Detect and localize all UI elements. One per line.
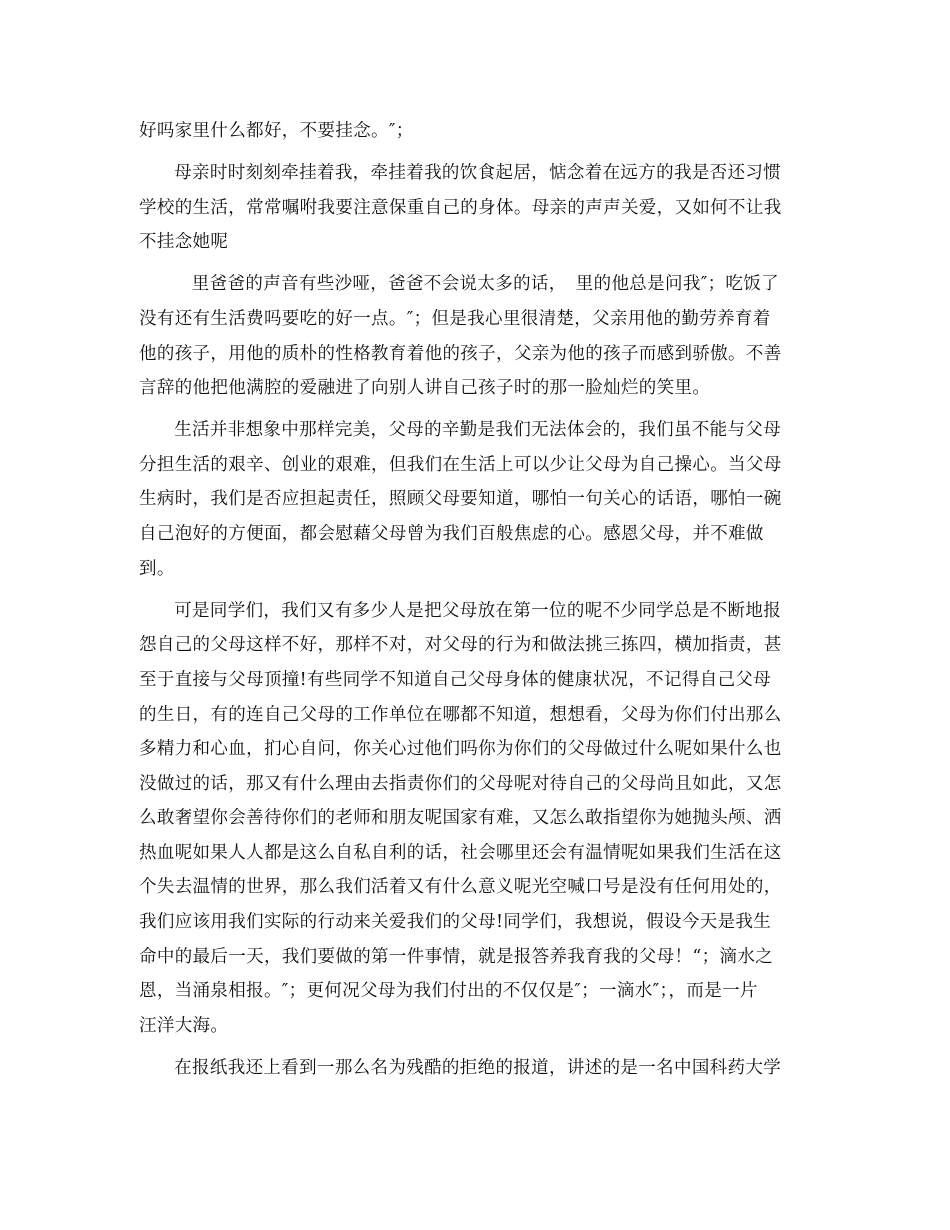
text-line: 命中的最后一天，我们要做的第一件事情，就是报答养我育我的父母！“；滴水之 — [139, 946, 774, 967]
text-line: 自己泡好的方便面，都会慰藉父母曾为我们百般焦虑的心。感恩父母，并不难做 — [139, 524, 764, 545]
body-text — [139, 114, 814, 1086]
text-line: 不挂念她呢 — [139, 232, 229, 253]
text-line: 里爸爸的声音有些沙哑，爸爸不会说太多的话， 里的他总是问我″；吃饭了 — [191, 274, 779, 295]
text-line: 怨自己的父母这样不好，那样不对，对父母的行为和做法挑三拣四，横加指责，甚 — [139, 635, 782, 656]
text-line: 言辞的他把他满腔的爱融进了向别人讲自己孩子时的那一脸灿烂的笑里。 — [139, 378, 711, 399]
text-line: 恩，当涌泉相报。″；更何况父母为我们付出的不仅仅是″；一滴水″；，而是一片 — [139, 981, 758, 1002]
text-line: 多精力和心血，扪心自问，你关心过他们吗你为你们的父母做过什么呢如果什么也 — [139, 739, 782, 760]
text-line: 没做过的话，那又有什么理由去指责你们的父母呢对待自己的父母尚且如此，又怎 — [139, 773, 782, 794]
text-line: 到。 — [139, 558, 175, 579]
text-line: 好吗家里什么都好，不要挂念。″； — [139, 121, 414, 141]
text-line: 个失去温情的世界，那么我们活着又有什么意义呢光空喊口号是没有任何用处的， — [139, 877, 782, 898]
text-line: 生活并非想象中那样完美，父母的辛勤是我们无法体会的，我们虽不能与父母 — [174, 420, 782, 441]
text-line: 我们应该用我们实际的行动来关爱我们的父母!同学们，我想说，假设今天是我生 — [139, 912, 772, 933]
text-line: 分担生活的艰辛、创业的艰难，但我们在生活上可以少让父母为自己操心。当父母 — [139, 454, 782, 475]
text-line: 学校的生活，常常嘱咐我要注意保重自己的身体。母亲的声声关爱，又如何不让我 — [139, 197, 782, 218]
text-line: 他的孩子，用他的质朴的性格教育着他的孩子，父亲为他的孩子而感到骄傲。不善 — [139, 343, 782, 364]
text-line: 热血呢如果人人都是这么自私自利的话，社会哪里还会有温情呢如果我们生活在这 — [139, 842, 782, 863]
text-line: 母亲时时刻刻牵挂着我，牵挂着我的饮食起居，惦念着在远方的我是否还习惯 — [174, 163, 782, 184]
text-line: 可是同学们，我们又有多少人是把父母放在第一位的呢不少同学总是不断地报 — [174, 600, 782, 621]
text-line: 么敢奢望你会善待你们的老师和朋友呢国家有难，又怎么敢指望你为她抛头颅、洒 — [139, 808, 782, 829]
text-line: 在报纸我还上看到一那么名为残酷的拒绝的报道，讲述的是一名中国科药大学 — [174, 1057, 782, 1078]
text-line: 汪洋大海。 — [139, 1015, 229, 1036]
text-line: 生病时，我们是否应担起责任，照顾父母要知道，哪怕一句关心的话语，哪怕一碗 — [139, 489, 782, 510]
text-line: 没有还有生活费吗要吃的好一点。″；但是我心里很清楚，父亲用他的勤劳养育着 — [139, 308, 771, 329]
text-line: 至于直接与父母顶撞!有些同学不知道自己父母身体的健康状况，不记得自己父母 — [139, 669, 772, 690]
text-line: 的生日，有的连自己父母的工作单位在哪都不知道，想想看，父母为你们付出那么 — [139, 704, 782, 725]
